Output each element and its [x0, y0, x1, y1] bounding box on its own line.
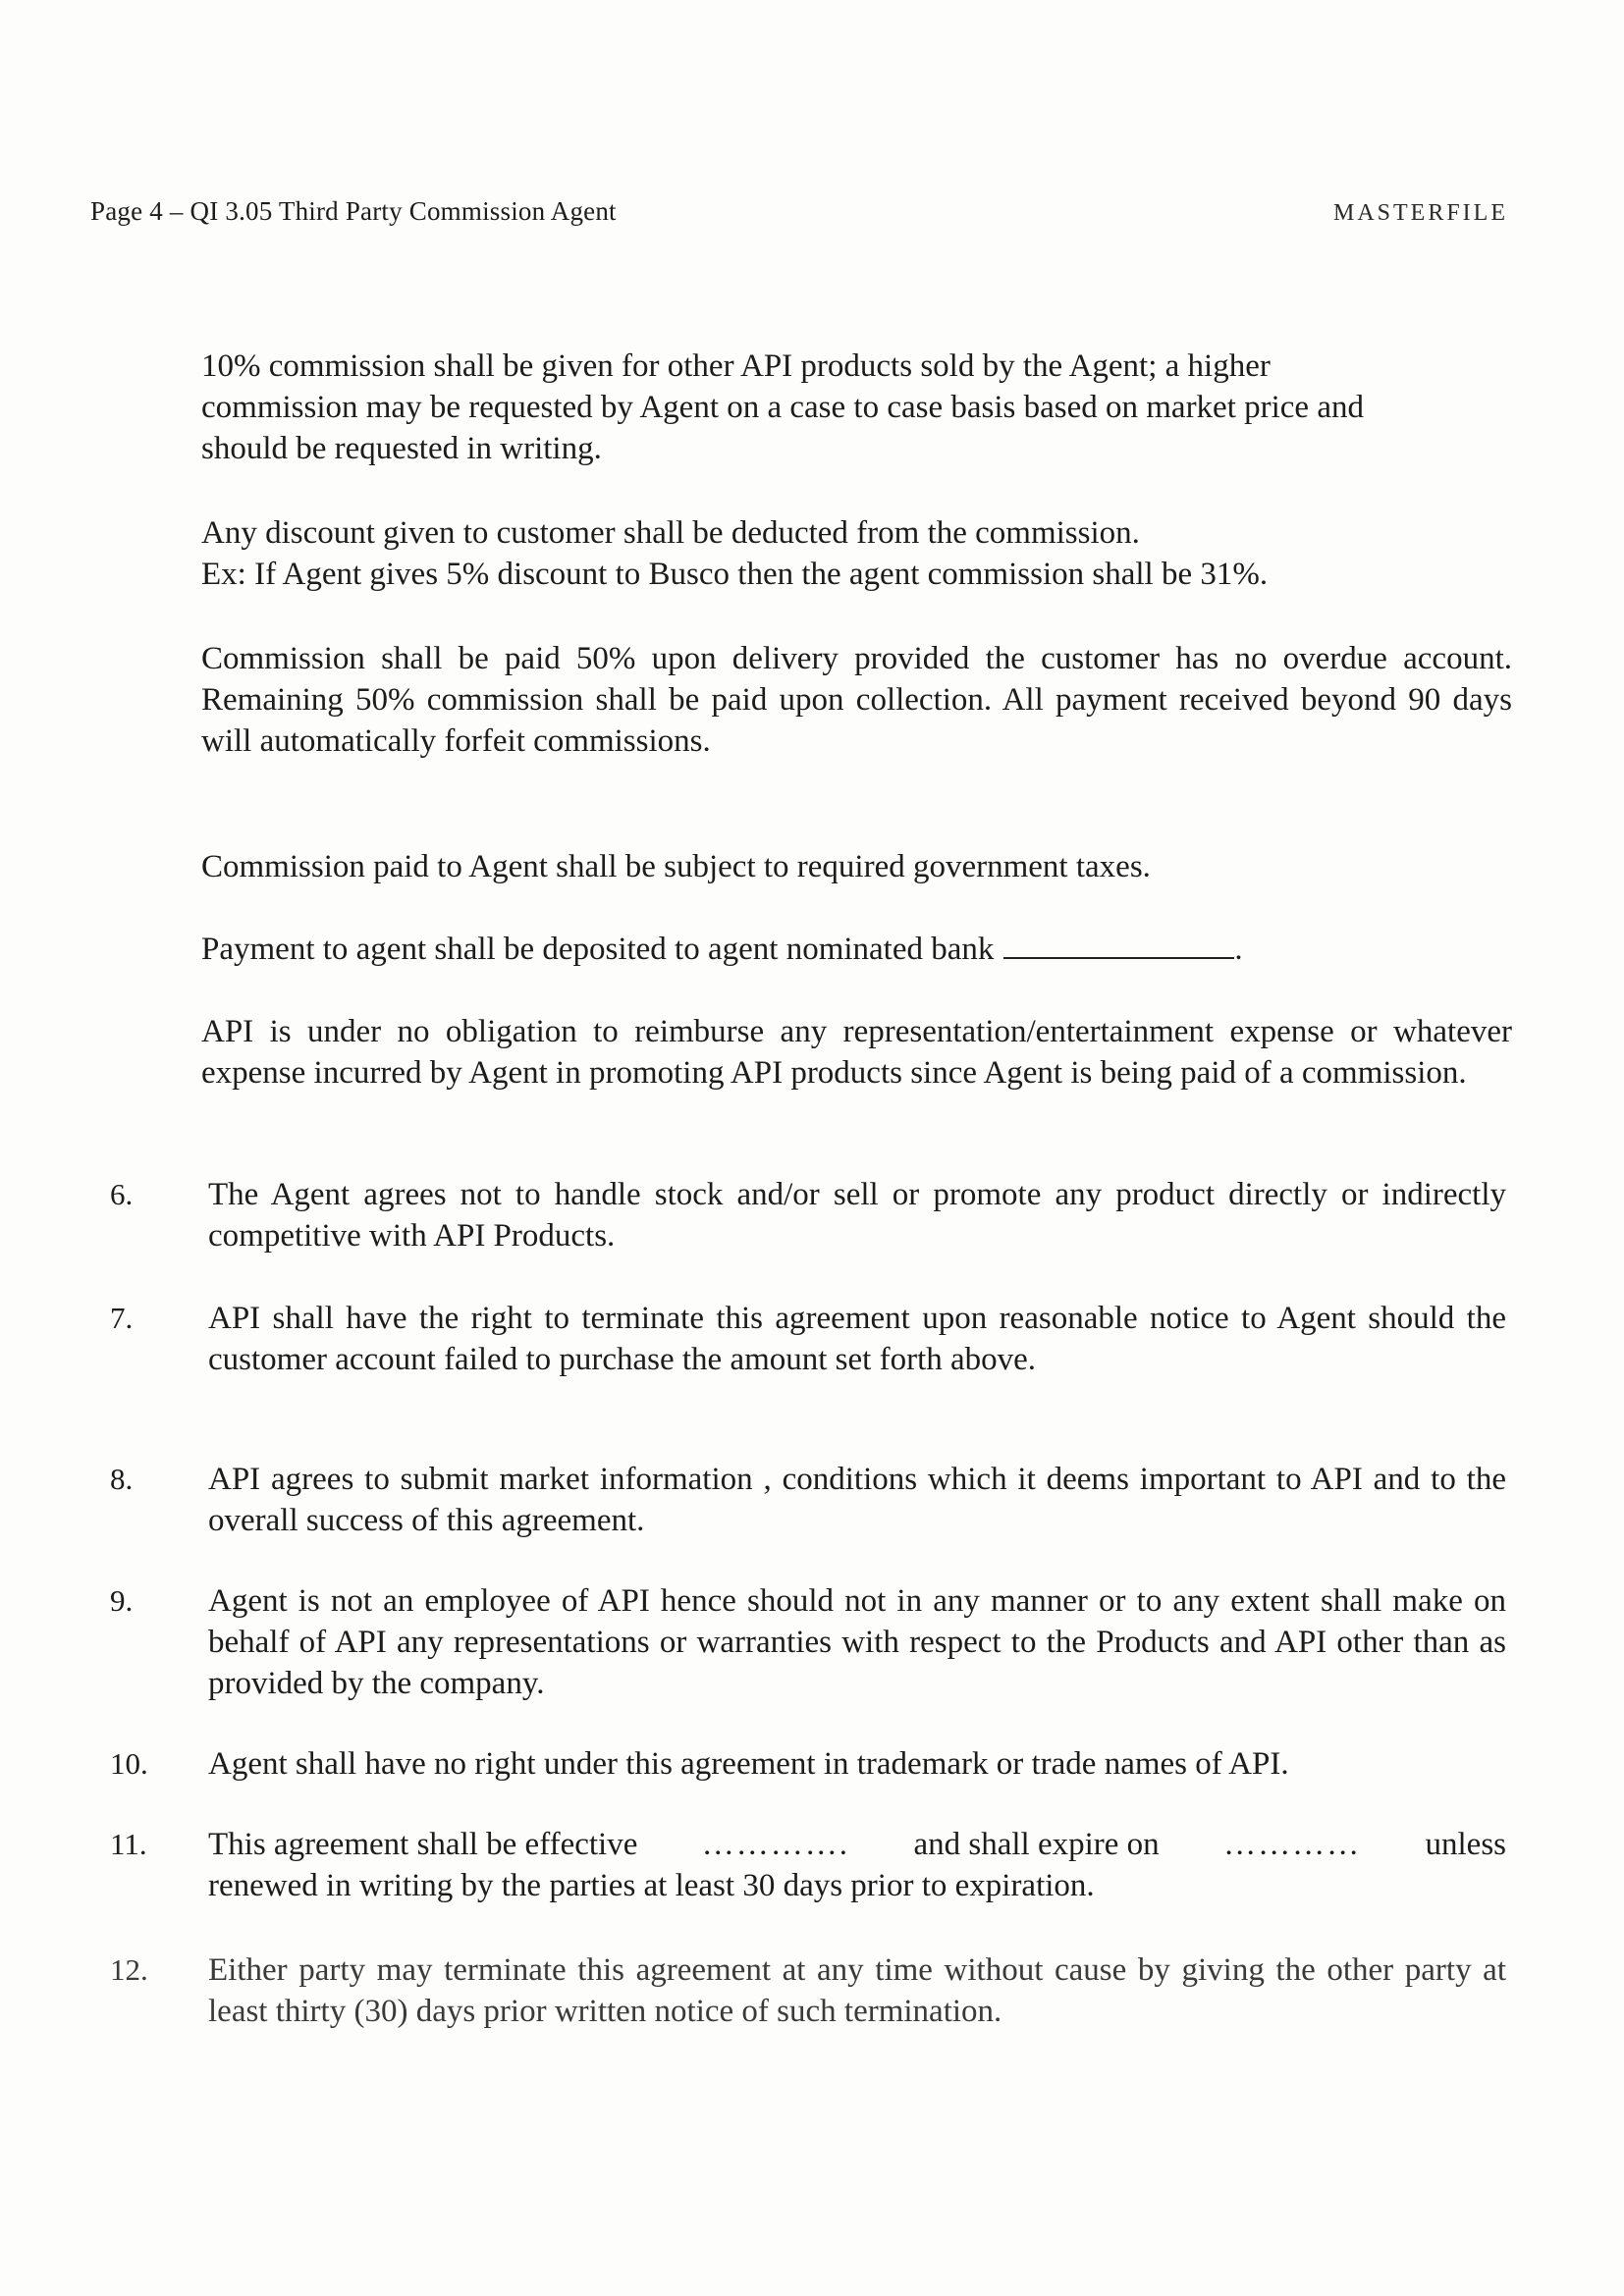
clause-text: API shall have the right to terminate this agreement upon reasonable notice to Agent should the customer account failed to purchase the amount set forth above. [208, 1301, 1506, 1377]
paragraph-line: commission may be requested by Agent on a case to case basis based on market price and [201, 390, 1364, 425]
bank-deposit-period: . [1234, 932, 1243, 967]
expire-text: and shall expire on [913, 1827, 1160, 1862]
paragraph-commission-other-products [201, 346, 1512, 469]
clause-11-second-line: renewed in writing by the parties at least 30 days prior to expiration. [208, 1868, 1095, 1903]
clause-text: Agent is not an employee of API hence should not in any manner or to any extent shall make on behalf of API any representations or warranties with respect to the Products and API other than as provided by the company. [208, 1583, 1506, 1701]
paragraph-commission-payment-terms: Commission shall be paid 50% upon delivery provided the customer has no overdue account. Remaining 50% commission shall be paid upon collection. All payment received beyond 90 days will automatically forfeit commissions. [201, 641, 1512, 759]
clause-number: 9. [110, 1583, 134, 1618]
paragraph-line: Ex: If Agent gives 5% discount to Busco then the agent commission shall be 31%. [201, 557, 1269, 592]
paragraph-government-taxes: Commission paid to Agent shall be subject to required government taxes. [201, 849, 1151, 884]
page-header-title: Page 4 – QI 3.05 Third Party Commission Agent [90, 196, 617, 226]
clause-number: 11. [110, 1827, 147, 1861]
clause-number: 6. [110, 1177, 134, 1211]
clause-text: API agrees to submit market information , conditions which it deems important to API and to the overall success of this agreement. [208, 1462, 1506, 1538]
paragraph-no-reimbursement: API is under no obligation to reimburse any representation/entertainment expense or whatever expense incurred by Agent in promoting API products since Agent is being paid of a commission. [201, 1014, 1512, 1091]
paragraph-line: Any discount given to customer shall be deducted from the commission. [201, 515, 1140, 551]
effective-date-dots: …………. [701, 1827, 850, 1862]
clause-11-first-line [208, 1824, 1506, 1865]
bank-deposit-text: Payment to agent shall be deposited to agent nominated bank [201, 932, 995, 967]
bank-name-blank-line [1003, 932, 1234, 959]
masterfile-stamp: MASTERFILE [1332, 200, 1508, 226]
expiry-date-dots: ………… [1223, 1827, 1362, 1862]
paragraph-line: should be requested in writing. [201, 431, 602, 466]
clause-text: Either party may terminate this agreement at any time without cause by giving the other party at least thirty (30) days prior written notice of such termination. [208, 1952, 1506, 2029]
clause-number: 8. [110, 1462, 134, 1496]
unless-text: unless [1425, 1827, 1506, 1862]
clause-text: Agent shall have no right under this agreement in trademark or trade names of API. [208, 1746, 1289, 1782]
clause-text: The Agent agrees not to handle stock and/or sell or promote any product directly or indirectly competitive with API Products. [208, 1177, 1506, 1254]
paragraph-line: 10% commission shall be given for other API products sold by the Agent; a higher [201, 348, 1271, 384]
effective-text: This agreement shall be effective [208, 1827, 638, 1862]
clause-text [208, 1824, 1506, 1906]
paragraph-bank-deposit [201, 929, 1512, 970]
clause-number: 10. [110, 1746, 148, 1781]
clause-number: 12. [110, 1952, 148, 1987]
paragraph-discount [201, 512, 1512, 595]
clause-number: 7. [110, 1301, 134, 1335]
